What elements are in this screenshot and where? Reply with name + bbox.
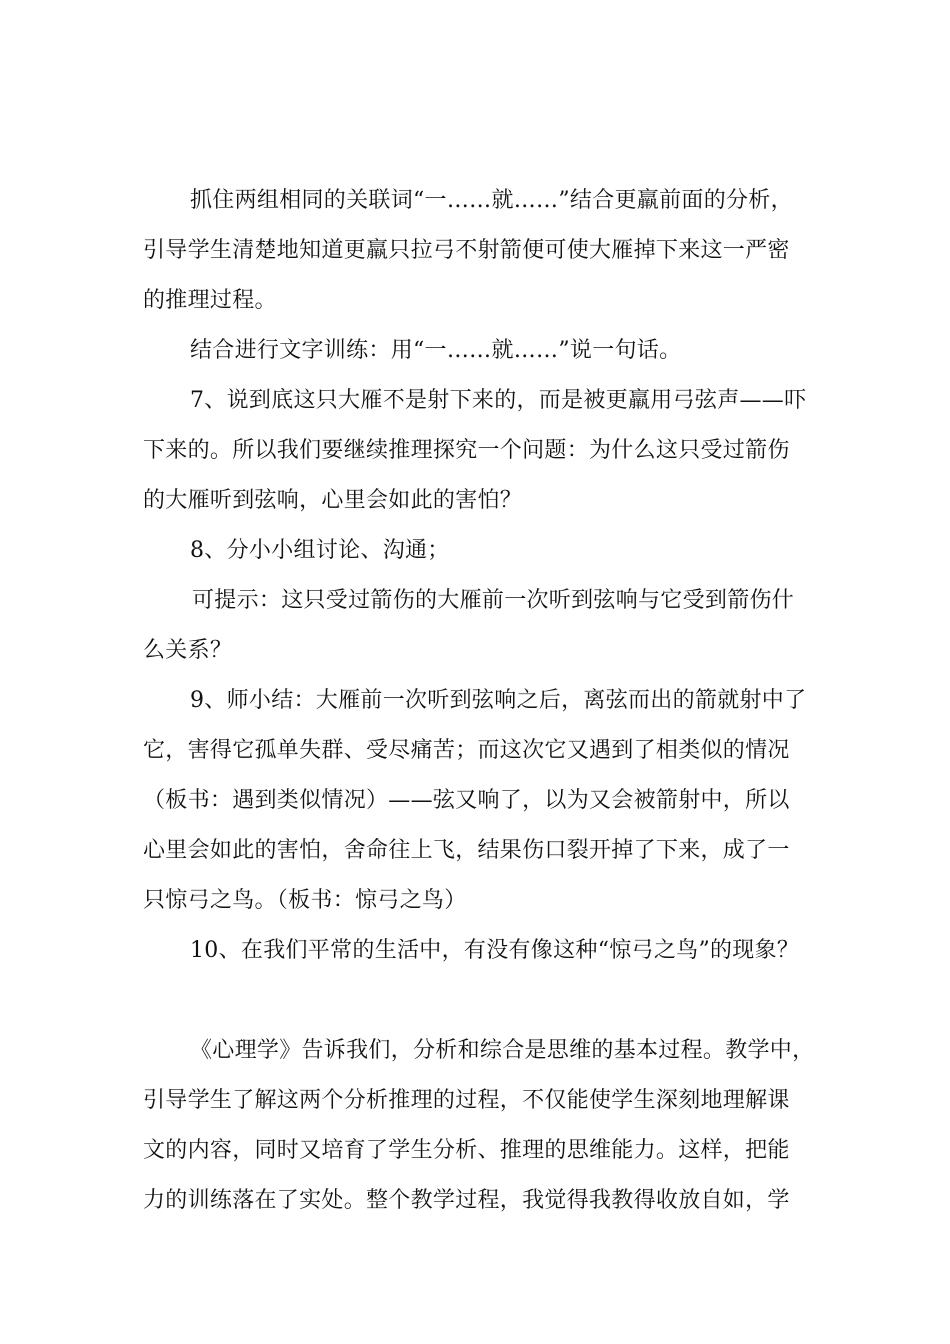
text-line: 的大雁听到弦响，心里会如此的害怕？: [143, 488, 523, 513]
text-line: 8、分小小组讨论、沟通；: [190, 538, 450, 563]
text-line: （板书：遇到类似情况）——弦又响了，以为又会被箭射中，所以: [143, 788, 790, 813]
text-line: 力的训练落在了实处。整个教学过程，我觉得我教得收放自如，学: [143, 1188, 790, 1213]
text-line: 下来的。所以我们要继续推理探究一个问题：为什么这只受过箭伤: [143, 438, 790, 463]
text-line: 可提示：这只受过箭伤的大雁前一次听到弦响与它受到箭伤什: [192, 588, 795, 613]
text-line: 《心理学》告诉我们，分析和综合是思维的基本过程。教学中，: [190, 1038, 815, 1063]
text-line: 它，害得它孤单失群、受尽痛苦；而这次它又遇到了相类似的情况: [143, 738, 790, 763]
text-line: 结合进行文字训练：用“一……就……”说一句话。: [190, 338, 682, 363]
text-line: 心里会如此的害怕，舍命往上飞，结果伤口裂开掉了下来，成了一: [143, 838, 790, 863]
text-line: 引导学生清楚地知道更羸只拉弓不射箭便可使大雁掉下来这一严密: [143, 238, 790, 263]
text-line: 引导学生了解这两个分析推理的过程，不仅能使学生深刻地理解课: [143, 1088, 790, 1113]
text-line: 抓住两组相同的关联词“一……就……”结合更羸前面的分析，: [190, 188, 793, 213]
text-line: 么关系？: [143, 638, 233, 663]
text-line: 10、在我们平常的生活中，有没有像这种“惊弓之鸟”的现象？: [190, 938, 800, 963]
text-line: 文的内容，同时又培育了学生分析、推理的思维能力。这样，把能: [143, 1138, 790, 1163]
text-line: 的推理过程。: [143, 288, 277, 313]
text-line: 只惊弓之鸟。（板书：惊弓之鸟）: [143, 888, 467, 913]
text-line: 9、师小结：大雁前一次听到弦响之后，离弦而出的箭就射中了: [190, 688, 807, 713]
text-line: 7、说到底这只大雁不是射下来的，而是被更羸用弓弦声——吓: [190, 388, 807, 413]
